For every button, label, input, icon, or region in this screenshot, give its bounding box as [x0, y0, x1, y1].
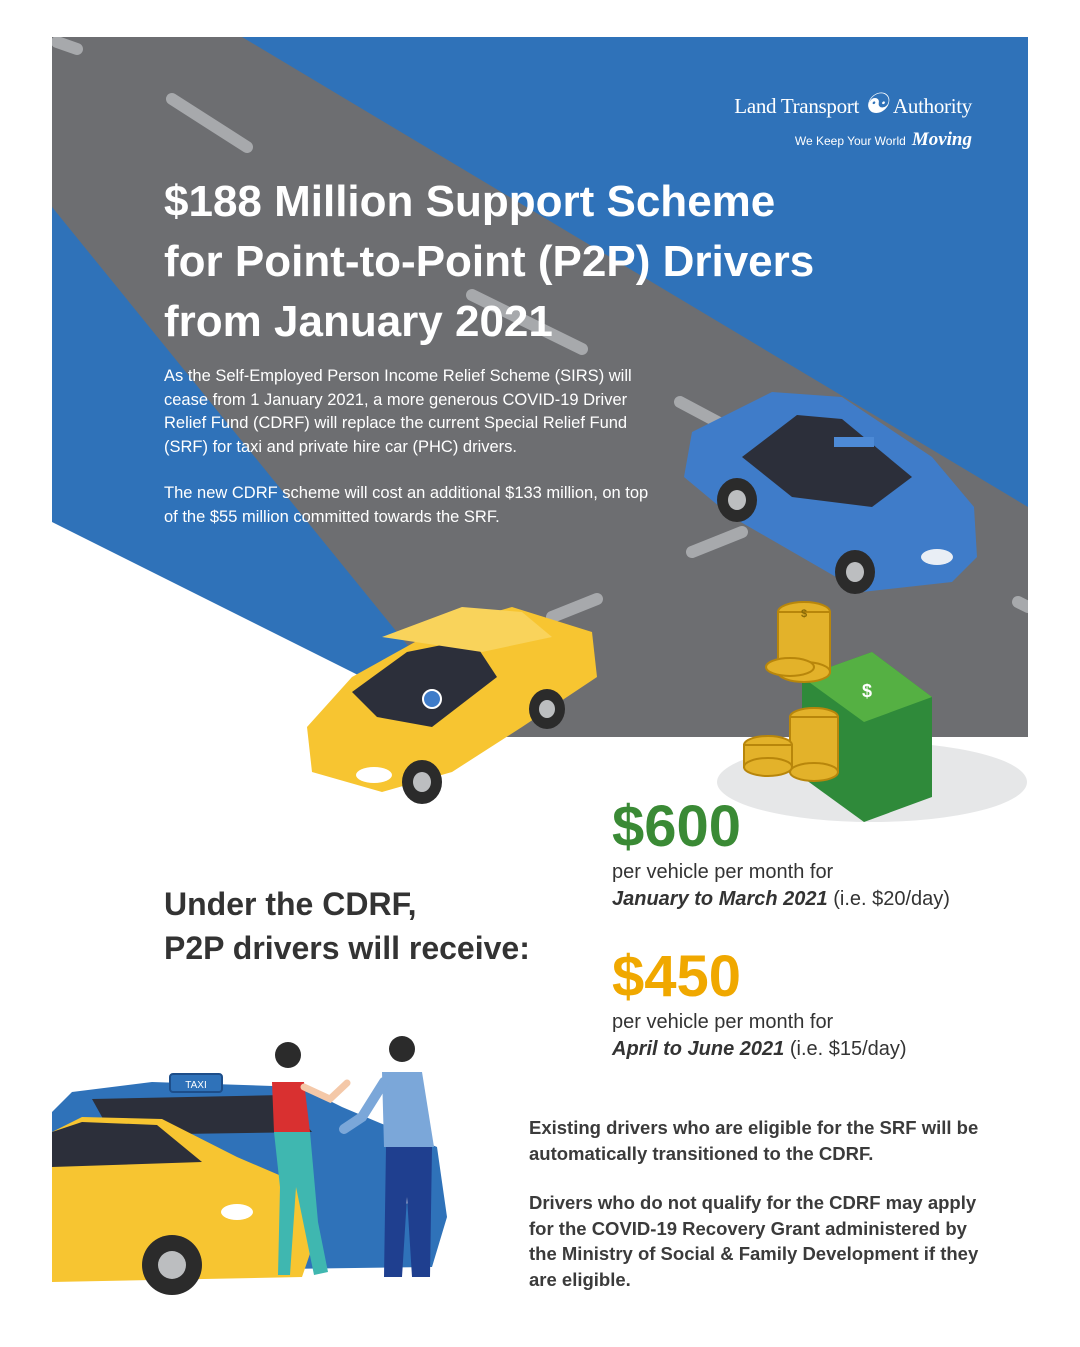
title-line-1: $188 Million Support Scheme	[164, 177, 776, 226]
amount-block-450	[612, 944, 907, 1063]
eligibility-notes	[529, 1115, 999, 1307]
lta-emblem-icon: ☯	[863, 89, 889, 120]
bill-symbol: $	[861, 681, 873, 701]
taxi-sign-label: TAXI	[185, 1080, 207, 1091]
amount-value: $450	[612, 944, 742, 1009]
title-line-2: for Point-to-Point (P2P) Drivers	[164, 237, 815, 286]
amount-period: April to June 2021	[612, 1038, 785, 1060]
lta-logo	[734, 87, 972, 151]
infographic	[52, 37, 1028, 1307]
intro-text	[164, 365, 664, 552]
logo-tagline	[734, 129, 972, 151]
amount-description: per vehicle per month for	[612, 861, 834, 883]
logo-text-right: Authority	[893, 94, 972, 118]
logo-organisation	[734, 87, 972, 121]
intro-paragraph-1: As the Self-Employed Person Income Relief Scheme (SIRS) will cease from 1 January 2021, a more generous COVID-19 Driver Relief Fund (CDRF) will replace the current Special Relief Fund (SRF) for taxi and private hire car (PHC) drivers.	[164, 367, 632, 456]
amount-block-600	[612, 794, 950, 913]
intro-paragraph-2: The new CDRF scheme will cost an additional $133 million, on top of the $55 million committed towards the SRF.	[164, 484, 649, 526]
tagline-text: We Keep Your World	[794, 134, 906, 148]
note-paragraph-1: Existing drivers who are eligible for the SRF will be automatically transitioned to the CDRF.	[529, 1117, 979, 1164]
coin-symbol: $	[800, 608, 808, 620]
logo-text-left: Land Transport	[734, 94, 860, 118]
drivers-illustration	[52, 1036, 447, 1295]
amount-value: $600	[612, 794, 742, 859]
receive-line-2: P2P drivers will receive:	[164, 930, 530, 966]
note-paragraph-2: Drivers who do not qualify for the CDRF may apply for the COVID-19 Recovery Grant administered by the Ministry of Social & Family Development if they are eligible.	[529, 1192, 979, 1290]
title-line-3: from January 2021	[164, 297, 553, 346]
amount-daily-rate: (i.e. $20/day)	[833, 888, 950, 910]
receive-heading	[164, 882, 530, 970]
page-title	[164, 172, 924, 352]
amount-daily-rate: (i.e. $15/day)	[789, 1038, 907, 1060]
receive-line-1: Under the CDRF,	[164, 886, 417, 922]
amount-description: per vehicle per month for	[612, 1011, 834, 1033]
tagline-script: Moving	[911, 129, 972, 150]
amount-period: January to March 2021	[612, 888, 828, 910]
